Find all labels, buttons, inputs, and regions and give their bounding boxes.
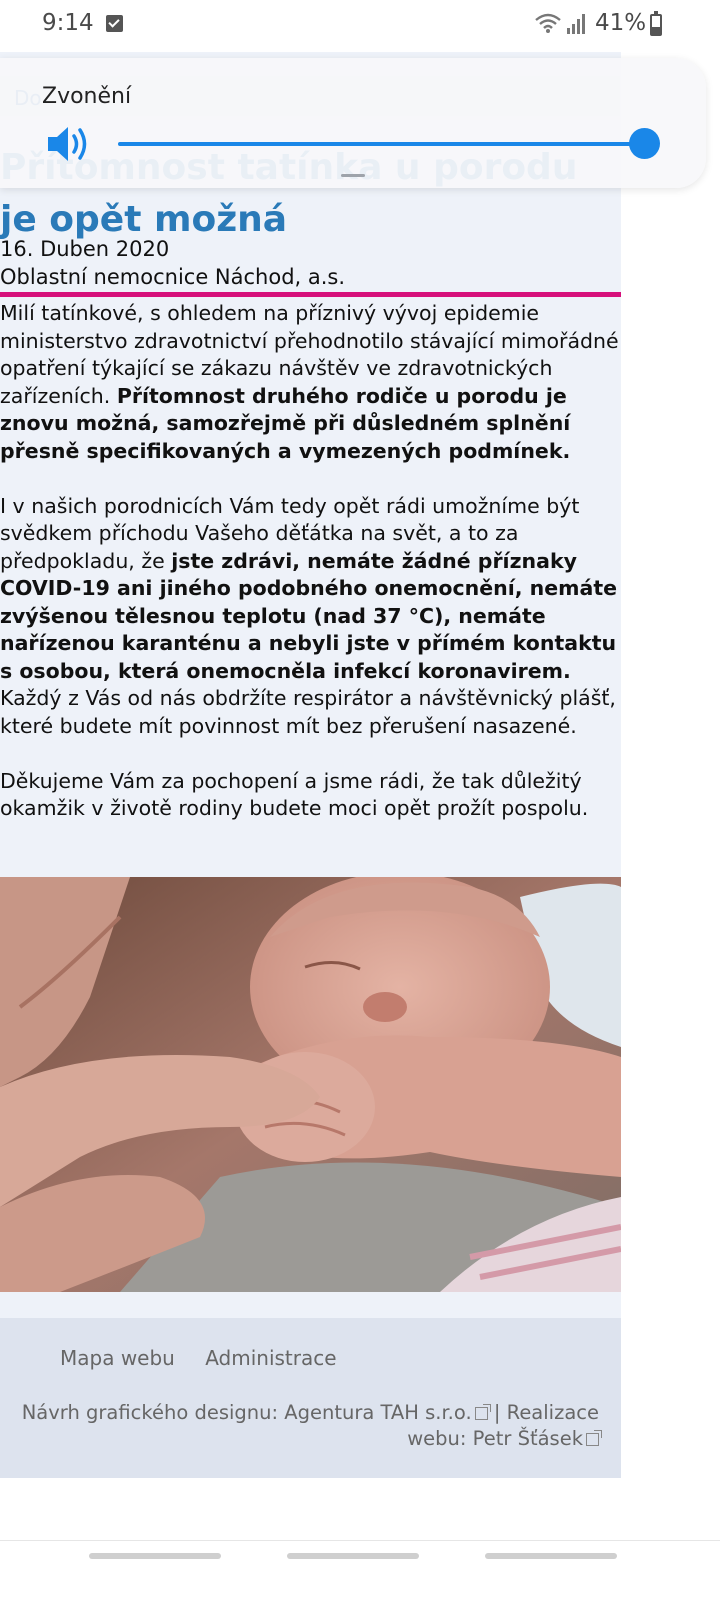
status-time: 9:14: [42, 10, 94, 36]
battery-percent: 41%: [595, 10, 647, 36]
volume-slider[interactable]: [118, 142, 645, 146]
footer-link-admin[interactable]: Administrace: [205, 1346, 337, 1370]
external-link-icon: [586, 1433, 599, 1446]
footer-links: [60, 1346, 361, 1370]
paragraph-2-text-b: Každý z Vás od nás obdržíte respirátor a návštěvnický plášť, které budete mít povinnost mít bez přerušení nasazené.: [0, 686, 616, 738]
volume-panel: [0, 58, 706, 188]
footer-credit-impl[interactable]: Realizace webu: Petr Šťásek: [407, 1401, 599, 1450]
paragraph-2-bold: jste zdrávi, nemáte žádné příznaky COVID-19 ani jiného podobného onemocnění, nemáte zvýšenou tělesnou teplotu (nad 37 °C), nemáte nařízenou karanténu a nebyli jste v přímém kontaktu s osobou, která onemocněla infekcí koronavirem.: [0, 548, 618, 683]
footer-separator: |: [487, 1401, 507, 1424]
nav-recents-button[interactable]: [89, 1553, 221, 1559]
battery-icon: [650, 14, 662, 36]
paragraph-3: Děkujeme Vám za pochopení a jsme rádi, že tak důležitý okamžik v životě rodiny budete moci opět prožít pospolu.: [0, 768, 589, 820]
paragraph-2-text-a: I v našich porodnicích Vám tedy opět rádi umožníme být svědkem příchodu Vašeho děťátka na svět, a to za předpokladu, že: [0, 493, 580, 573]
article-title: je opět možná: [0, 199, 288, 240]
footer-credit: [19, 1400, 599, 1452]
paragraph-1-text: Milí tatínkové, s ohledem na příznivý vývoj epidemie ministerstvo zdravotnictví přehodnotilo stávající mimořádné opatření týkající se zákazu návštěv ve zdravotnických zařízeních.: [0, 301, 619, 408]
footer-credit-design[interactable]: Návrh grafického designu: Agentura TAH s.r.o.: [21, 1401, 472, 1424]
paragraph-1: [0, 300, 620, 465]
article-date: 16. Duben 2020: [0, 237, 170, 261]
wifi-icon: [534, 12, 562, 34]
status-bar: [0, 0, 720, 52]
navigation-bar: [0, 1540, 720, 1600]
volume-label: Zvonění: [42, 84, 132, 109]
nav-back-button[interactable]: [485, 1553, 617, 1559]
nav-home-button[interactable]: [287, 1553, 419, 1559]
article-body: [0, 300, 620, 850]
article-source: Oblastní nemocnice Náchod, a.s.: [0, 265, 346, 289]
footer-link-sitemap[interactable]: Mapa webu: [60, 1346, 175, 1370]
signal-icon: [566, 14, 588, 34]
speaker-icon[interactable]: [46, 124, 92, 164]
volume-slider-thumb[interactable]: [629, 128, 660, 159]
panel-drag-handle[interactable]: [341, 174, 365, 177]
title-divider: [0, 292, 621, 297]
paragraph-1-bold: Přítomnost druhého rodiče u porodu je znovu možná, samozřejmě při důsledném splnění přesně specifikovaných a vymezených podmínek.: [0, 383, 571, 463]
page-footer: [0, 1318, 621, 1478]
paragraph-2: [0, 493, 620, 741]
web-page: [0, 52, 621, 1478]
article-photo: [0, 877, 621, 1292]
checkbox-icon: [106, 15, 123, 32]
external-link-icon: [475, 1407, 488, 1420]
